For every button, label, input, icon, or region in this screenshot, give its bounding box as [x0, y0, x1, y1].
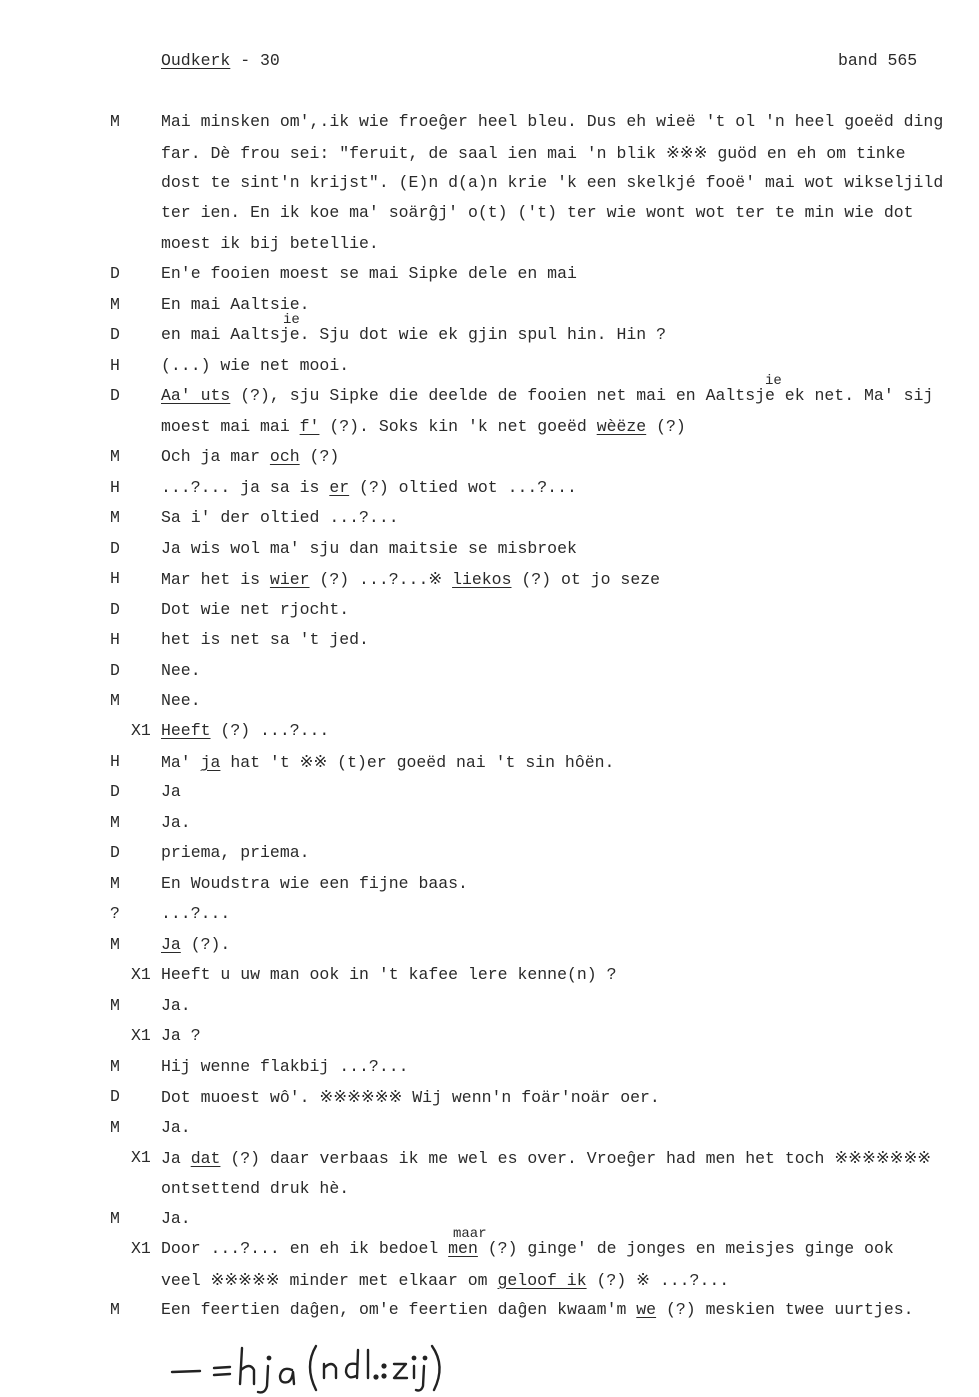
underlined-word: we	[636, 1300, 657, 1320]
handwritten-note	[170, 1342, 450, 1394]
utterance-text: Heeft (?) ...?...	[161, 721, 330, 741]
utterance-text: En'e fooien moest se mai Sipke dele en mai	[161, 264, 577, 284]
utterance-text: Ja.	[161, 995, 191, 1015]
utterance-text: En Woudstra wie een fijne baas.	[161, 873, 468, 893]
underlined-word: wèëze	[596, 416, 647, 436]
superscript-ie: ie	[283, 312, 300, 328]
utterance-text: Ja.	[161, 1208, 191, 1228]
utterance-text: Ja	[161, 782, 181, 802]
speaker-label: M	[110, 934, 120, 954]
speaker-label: D	[110, 538, 120, 558]
speaker-label: D	[110, 782, 120, 802]
utterance-text: Ja wis wol ma' sju dan maitsie se misbroek	[161, 538, 577, 558]
utterance-text: Heeft u uw man ook in 't kafee lere kenne(n) ?	[161, 965, 617, 985]
underlined-word: Heeft	[161, 721, 211, 741]
utterance-text: Een feertien daĝen, om'e feertien daĝen kwaam'm we (?) meskien twee uurtjes.	[161, 1300, 914, 1320]
underlined-word: wier	[269, 570, 310, 589]
utterance-text: Nee.	[161, 660, 201, 680]
utterance-text: Aa' uts (?), sju Sipke die deelde de fooien net mai en Aaltsje ek net. Ma' sij	[161, 386, 934, 406]
utterance-text: veel ※※※※※ minder met elkaar om geloof ik (?) ※ ...?...	[161, 1270, 730, 1290]
speaker-label: ?	[110, 904, 120, 924]
underlined-word: Aa' uts	[161, 386, 231, 406]
utterance-text: Ja.	[161, 1117, 191, 1137]
speaker-label: M	[110, 873, 120, 893]
utterance-text: En mai Aaltsie.	[161, 294, 310, 314]
speaker-label: H	[110, 477, 120, 497]
speaker-label: M	[110, 1117, 120, 1137]
speaker-label: M	[110, 447, 120, 467]
speaker-label: D	[110, 660, 120, 680]
speaker-label: X1	[131, 721, 151, 741]
header-page-number: - 30	[230, 51, 280, 70]
utterance-text: Ja dat (?) daar verbaas ik me wel es over. Vroeĝer had men het toch ※※※※※※※	[161, 1149, 932, 1168]
speaker-label: D	[110, 386, 120, 406]
superscript-maar: maar	[453, 1226, 487, 1242]
page-header-left	[161, 51, 280, 70]
speaker-label: M	[110, 690, 120, 710]
header-place: Oudkerk	[161, 51, 231, 70]
speaker-label: X1	[131, 1026, 151, 1046]
speaker-label: X1	[131, 1148, 151, 1167]
underlined-word: er	[329, 477, 350, 497]
utterance-text: Dot wie net rjocht.	[161, 599, 350, 619]
speaker-label: M	[110, 1056, 120, 1076]
speaker-label: M	[110, 812, 120, 832]
utterance-text: moest ik bij betellie.	[161, 233, 379, 253]
underlined-word: och	[269, 447, 300, 467]
utterance-text: ...?... ja sa is er (?) oltied wot ...?...	[161, 477, 577, 497]
utterance-text: priema, priema.	[161, 843, 310, 863]
underlined-word: liekos	[452, 570, 512, 589]
speaker-label: X1	[131, 1239, 151, 1259]
utterance-text: Ma' ja hat 't ※※ (t)er goeëd nai 't sin hôën.	[161, 752, 615, 772]
utterance-text: Dot muoest wô'. ※※※※※※ Wij wenn'n foär'noär oer.	[161, 1088, 660, 1107]
speaker-label: H	[110, 751, 120, 771]
underlined-word: dat	[190, 1149, 221, 1168]
utterance-text: Ja.	[161, 812, 191, 832]
utterance-text: Mar het is wier (?) ...?...※ liekos (?) ot jo seze	[161, 570, 661, 589]
underlined-word: geloof ik	[497, 1270, 587, 1290]
speaker-label: X1	[131, 965, 151, 985]
utterance-text: far. Dè frou sei: "feruit, de saal ien mai 'n blik ※※※ guöd en eh om tinke	[161, 143, 906, 163]
speaker-label: M	[110, 508, 120, 528]
utterance-text: Ja ?	[161, 1026, 201, 1046]
utterance-text: ter ien. En ik koe ma' soärĝj' o(t) ('t) ter wie wont wot ter te min wie dot	[161, 203, 914, 223]
utterance-text: Sa i' der oltied ...?...	[161, 508, 399, 528]
speaker-label: D	[110, 599, 120, 619]
utterance-text: Och ja mar och (?)	[161, 447, 340, 467]
speaker-label: D	[110, 264, 120, 284]
speaker-label: M	[110, 112, 120, 131]
utterance-text: Door ...?... en eh ik bedoel men (?) ginge' de jonges en meisjes ginge ook	[161, 1239, 894, 1259]
underlined-word: men	[448, 1239, 478, 1259]
speaker-label: D	[110, 1087, 120, 1106]
underlined-word: f'	[299, 416, 320, 436]
underlined-word: ja	[200, 752, 221, 772]
utterance-text: ontsettend druk hè.	[161, 1178, 350, 1198]
speaker-label: M	[110, 995, 120, 1015]
header-band: band 565	[838, 51, 918, 70]
speaker-label: M	[110, 1208, 120, 1228]
utterance-text: het is net sa 't jed.	[161, 630, 369, 649]
speaker-label: M	[110, 294, 120, 314]
utterance-text: moest mai mai f' (?). Soks kin 'k net goeëd wèëze (?)	[161, 416, 686, 436]
utterance-text: (...) wie net mooi.	[161, 355, 350, 375]
utterance-text: dost te sint'n krijst". (E)n d(a)n krie 'k een skelkjé fooë' mai wot wikseljild	[161, 172, 944, 192]
utterance-text: Nee.	[161, 690, 201, 710]
speaker-label: M	[110, 1300, 120, 1320]
speaker-label: D	[110, 843, 120, 863]
speaker-label: H	[110, 355, 120, 375]
speaker-label: D	[110, 325, 120, 345]
speaker-label: H	[110, 630, 120, 649]
utterance-text: Hij wenne flakbij ...?...	[161, 1056, 409, 1076]
utterance-text: ...?...	[161, 904, 231, 924]
underlined-word: Ja	[161, 934, 181, 954]
utterance-text: en mai Aaltsje. Sju dot wie ek gjin spul hin. Hin ?	[161, 325, 666, 345]
speaker-label: H	[110, 569, 120, 588]
utterance-text: Mai minsken om',.ik wie froeĝer heel bleu. Dus eh wieë 't ol 'n heel goeëd ding	[161, 112, 944, 131]
utterance-text: Ja (?).	[161, 934, 231, 954]
superscript-ie: ie	[765, 373, 782, 389]
